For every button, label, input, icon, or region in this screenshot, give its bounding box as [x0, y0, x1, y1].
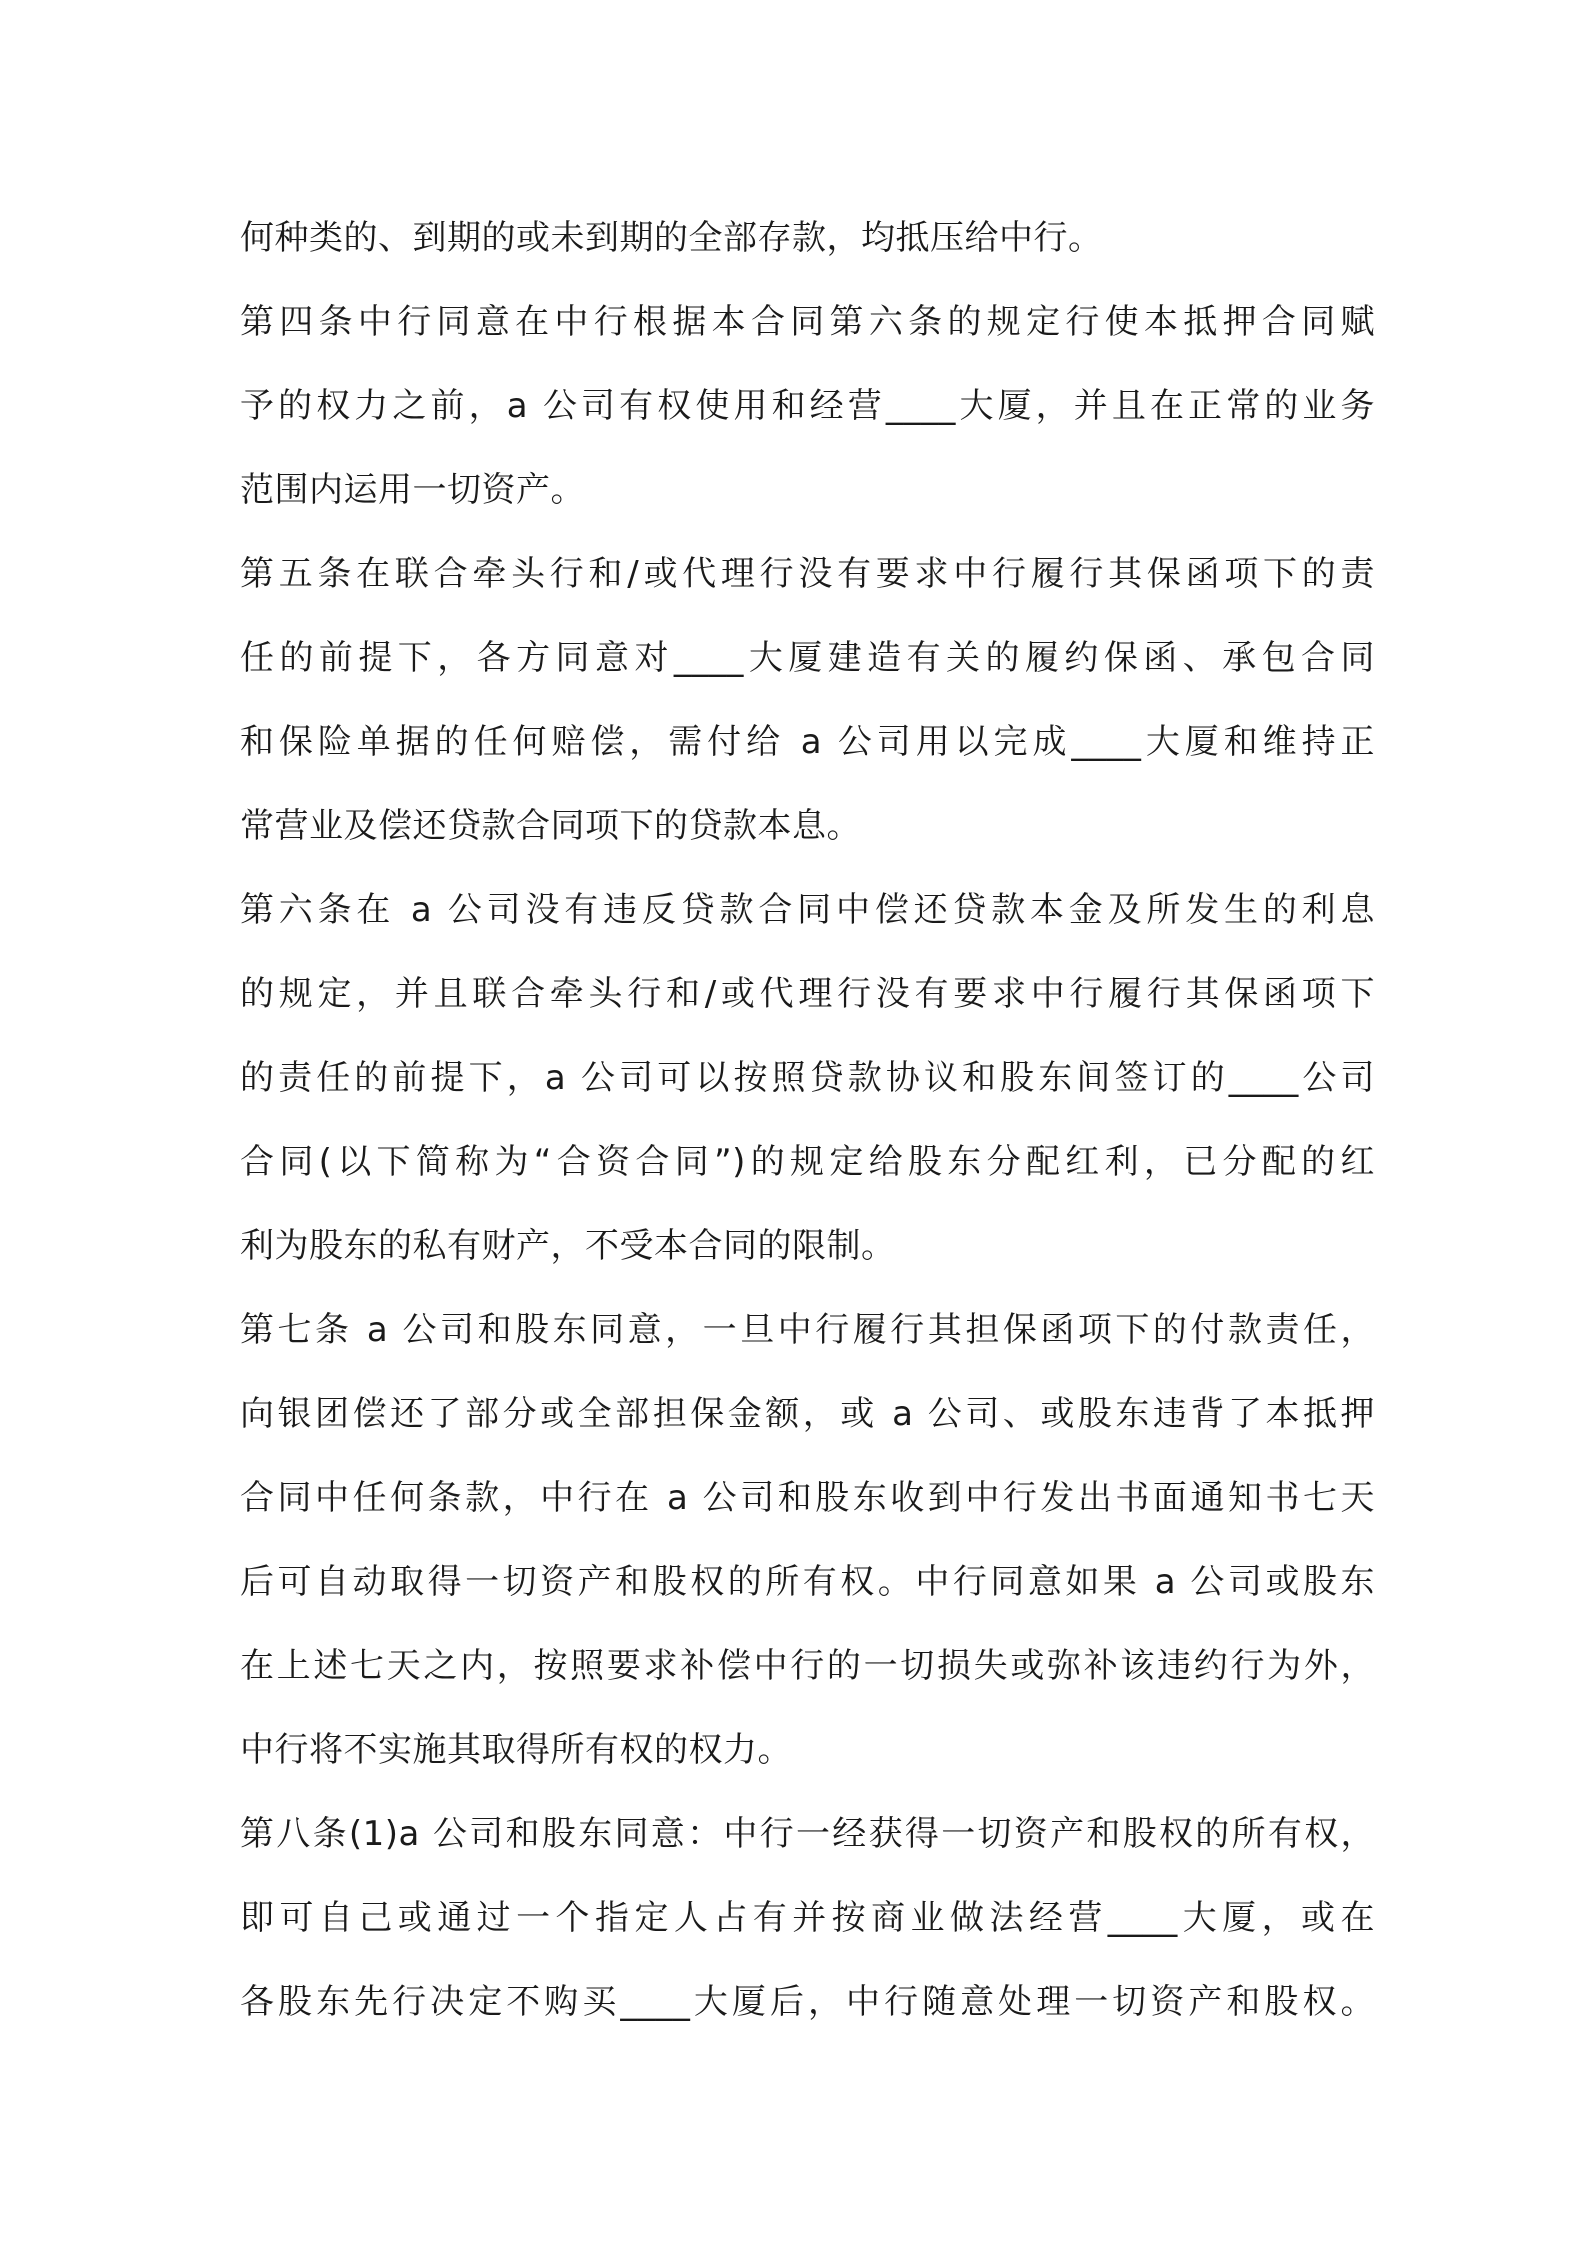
article-6-line-1: 第六条在 a 公司没有违反贷款合同中偿还贷款本金及所发生的利息 [240, 890, 1375, 930]
text-line-1: 何种类的、到期的或未到期的全部存款，均抵压给中行。 [240, 218, 1103, 258]
article-5-line-4: 常营业及偿还贷款合同项下的贷款本息。 [240, 806, 861, 846]
contract-text [240, 196, 1375, 2044]
article-7-line-2: 向银团偿还了部分或全部担保金额，或 a 公司、或股东违背了本抵押 [240, 1394, 1375, 1434]
article-6-line-2: 的规定，并且联合牵头行和/或代理行没有要求中行履行其保函项下 [240, 974, 1375, 1014]
article-7-line-3: 合同中任何条款，中行在 a 公司和股东收到中行发出书面通知书七天 [240, 1478, 1375, 1518]
article-4-line-3: 范围内运用一切资产。 [240, 470, 585, 510]
article-8-line-2: 即可自己或通过一个指定人占有并按商业做法经营____大厦，或在 [240, 1898, 1375, 1938]
article-5-line-1: 第五条在联合牵头行和/或代理行没有要求中行履行其保函项下的责 [240, 554, 1375, 594]
article-4-line-1: 第四条中行同意在中行根据本合同第六条的规定行使本抵押合同赋 [240, 302, 1375, 342]
article-5-line-2: 任的前提下，各方同意对____大厦建造有关的履约保函、承包合同 [240, 638, 1375, 678]
article-6-line-4: 合同(以下简称为“合资合同”)的规定给股东分配红利，已分配的红 [240, 1142, 1375, 1182]
article-8-line-1: 第八条(1)a 公司和股东同意：中行一经获得一切资产和股权的所有权， [240, 1814, 1375, 1854]
article-8-line-3: 各股东先行决定不购买____大厦后，中行随意处理一切资产和股权。 [240, 1982, 1375, 2022]
article-7-line-6: 中行将不实施其取得所有权的权力。 [240, 1730, 792, 1770]
article-6-line-3: 的责任的前提下，a 公司可以按照贷款协议和股东间签订的____公司 [240, 1058, 1375, 1098]
article-7-line-1: 第七条 a 公司和股东同意，一旦中行履行其担保函项下的付款责任， [240, 1310, 1375, 1350]
article-7-line-4: 后可自动取得一切资产和股权的所有权。中行同意如果 a 公司或股东 [240, 1562, 1375, 1602]
article-4-line-2: 予的权力之前，a 公司有权使用和经营____大厦，并且在正常的业务 [240, 386, 1375, 426]
article-5-line-3: 和保险单据的任何赔偿，需付给 a 公司用以完成____大厦和维持正 [240, 722, 1375, 762]
article-7-line-5: 在上述七天之内，按照要求补偿中行的一切损失或弥补该违约行为外， [240, 1646, 1375, 1686]
article-6-line-5: 利为股东的私有财产，不受本合同的限制。 [240, 1226, 896, 1266]
